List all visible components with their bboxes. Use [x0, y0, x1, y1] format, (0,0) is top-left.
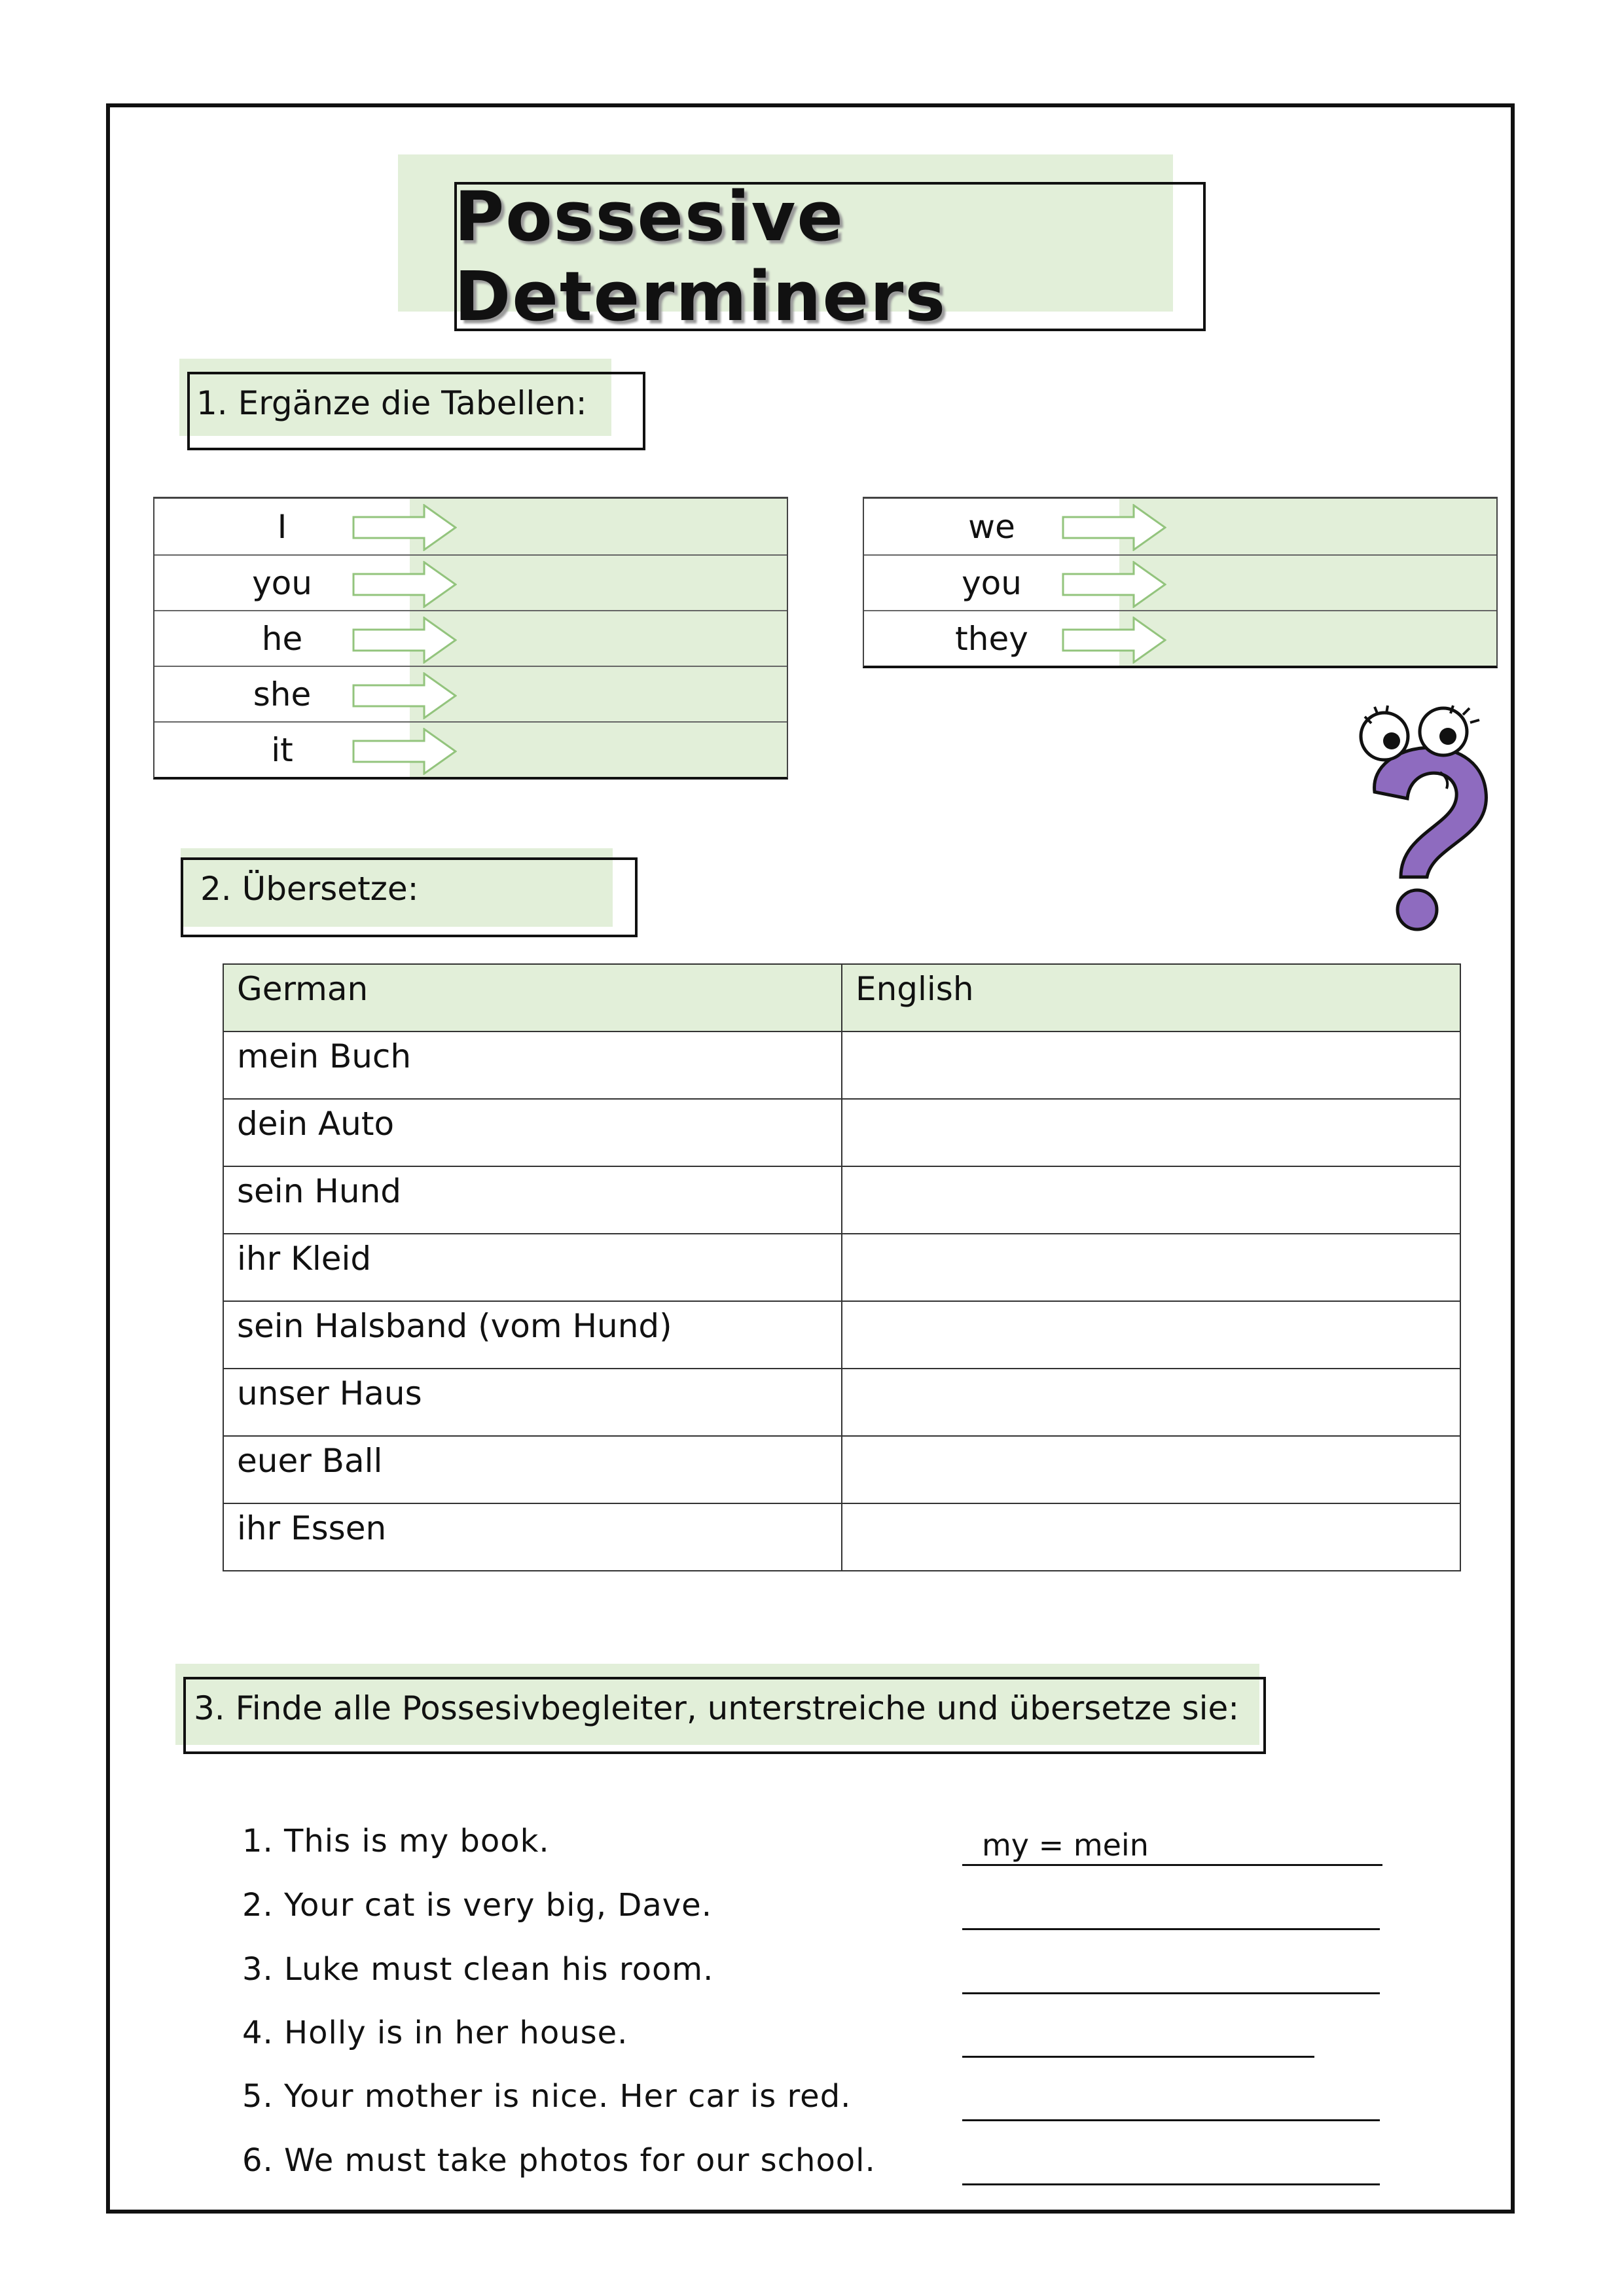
answer-cell[interactable] — [410, 723, 787, 777]
answer-cell[interactable] — [410, 499, 787, 554]
column-header-english: English — [842, 964, 1460, 1031]
sentence-1: 1. This is my book. — [242, 1823, 550, 1859]
english-answer-cell[interactable] — [842, 1436, 1460, 1503]
sentence-5: 5. Your mother is nice. Her car is red. — [242, 2078, 852, 2115]
sentence-3: 3. Luke must clean his room. — [242, 1951, 714, 1988]
answer-cell[interactable] — [1119, 499, 1496, 554]
pronoun-label: I — [277, 507, 287, 546]
table-header-row — [223, 964, 1460, 1031]
pronoun-table-singular — [153, 497, 788, 780]
sentence-6: 6. We must take photos for our school. — [242, 2142, 876, 2179]
english-answer-cell[interactable] — [842, 1234, 1460, 1301]
pronoun-row — [154, 554, 787, 610]
answer-cell[interactable] — [410, 667, 787, 721]
table-row — [223, 1369, 1460, 1436]
table-row — [223, 1436, 1460, 1503]
german-cell: unser Haus — [223, 1369, 842, 1436]
table-row — [223, 1099, 1460, 1166]
arrow-right-icon — [352, 672, 457, 719]
arrow-right-icon — [1062, 561, 1166, 608]
section1-heading: 1. Ergänze die Tabellen: — [196, 384, 587, 422]
pronoun-row — [864, 554, 1496, 610]
table-row — [223, 1301, 1460, 1369]
translation-table — [223, 963, 1461, 1571]
english-answer-cell[interactable] — [842, 1369, 1460, 1436]
section2-heading: 2. Übersetze: — [200, 870, 419, 908]
pronoun-row — [864, 610, 1496, 666]
pronoun-label: she — [253, 675, 312, 713]
sentence-2: 2. Your cat is very big, Dave. — [242, 1887, 712, 1924]
table-row — [223, 1234, 1460, 1301]
page-title: Possesive Determiners — [454, 177, 947, 336]
arrow-right-icon — [352, 617, 457, 664]
english-answer-cell[interactable] — [842, 1503, 1460, 1571]
answer-line[interactable] — [962, 2144, 1380, 2185]
answer-line[interactable] — [962, 2080, 1380, 2121]
pronoun-label: we — [968, 507, 1015, 546]
table-row — [223, 1031, 1460, 1099]
answer-cell[interactable] — [410, 556, 787, 610]
answer-line[interactable] — [962, 1953, 1380, 1994]
german-cell: sein Halsband (vom Hund) — [223, 1301, 842, 1369]
answer-line[interactable] — [962, 1889, 1380, 1930]
english-answer-cell[interactable] — [842, 1099, 1460, 1166]
arrow-right-icon — [1062, 617, 1166, 664]
arrow-right-icon — [1062, 504, 1166, 551]
german-cell: euer Ball — [223, 1436, 842, 1503]
sentence-4: 4. Holly is in her house. — [242, 2015, 628, 2051]
arrow-right-icon — [352, 561, 457, 608]
pronoun-label: it — [271, 730, 293, 769]
pronoun-label: you — [252, 564, 312, 602]
german-cell: dein Auto — [223, 1099, 842, 1166]
english-answer-cell[interactable] — [842, 1031, 1460, 1099]
table-row — [223, 1166, 1460, 1234]
pronoun-row — [154, 499, 787, 554]
german-cell: sein Hund — [223, 1166, 842, 1234]
arrow-right-icon — [352, 728, 457, 775]
column-header-german: German — [223, 964, 842, 1031]
german-cell: ihr Essen — [223, 1503, 842, 1571]
german-cell: mein Buch — [223, 1031, 842, 1099]
answer-cell[interactable] — [1119, 556, 1496, 610]
answer-cell[interactable] — [410, 611, 787, 666]
question-mark-mascot-icon — [1348, 700, 1499, 936]
example-answer: my = mein — [982, 1827, 1149, 1863]
pronoun-label: they — [955, 619, 1028, 658]
arrow-right-icon — [352, 504, 457, 551]
answer-cell[interactable] — [1119, 611, 1496, 666]
pronoun-row — [864, 499, 1496, 554]
section3-heading: 3. Finde alle Possesivbegleiter, unterstreiche und übersetze sie: — [194, 1689, 1240, 1727]
pronoun-row — [154, 610, 787, 666]
answer-line[interactable] — [962, 2017, 1314, 2058]
pronoun-row — [154, 721, 787, 777]
pronoun-label: you — [962, 564, 1022, 602]
table-row — [223, 1503, 1460, 1571]
pronoun-row — [154, 666, 787, 721]
pronoun-label: he — [261, 619, 303, 658]
pronoun-table-plural — [863, 497, 1498, 668]
english-answer-cell[interactable] — [842, 1166, 1460, 1234]
english-answer-cell[interactable] — [842, 1301, 1460, 1369]
german-cell: ihr Kleid — [223, 1234, 842, 1301]
